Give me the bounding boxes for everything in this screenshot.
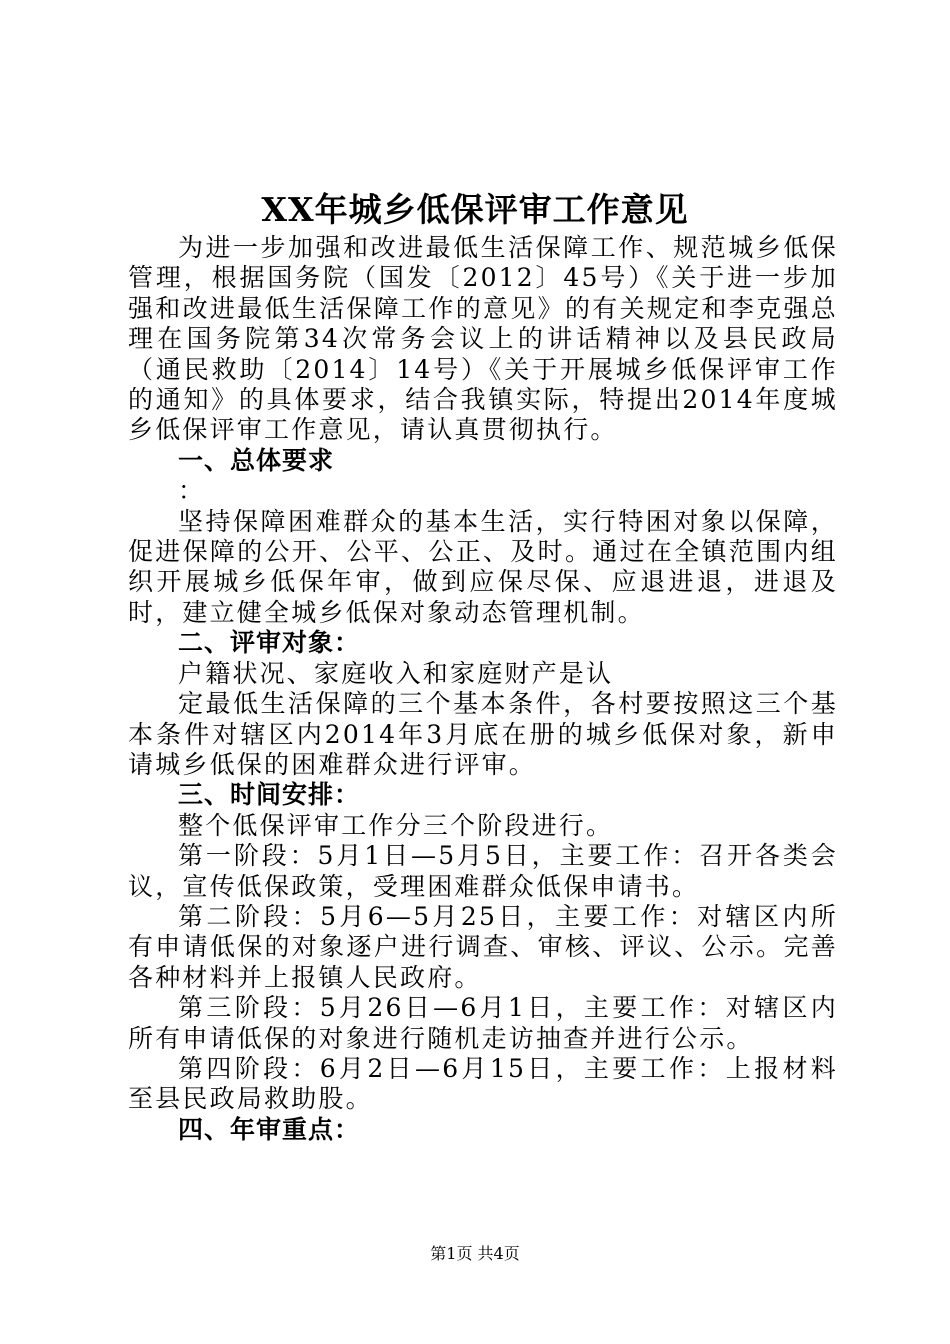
stray-colon: ： [178,476,206,506]
section-heading-4: 四、年审重点： [178,1114,361,1144]
section-3-paragraph: 整个低保评审工作分三个阶段进行。 [178,810,614,840]
document-title: XX年城乡低保评审工作意见 [261,190,689,229]
stage-3-paragraph: 第三阶段：5月26日—6月1日，主要工作：对辖区内所有申请低保的对象进行随机走访抽查并进行公示。 [128,993,838,1053]
section-heading-3: 三、时间安排： [178,780,361,810]
document-body [128,233,838,1145]
page-footer: 第1页 共4页 [430,1244,520,1263]
section-1-paragraph: 坚持保障困难群众的基本生活，实行特困对象以保障，促进保障的公开、公平、公正、及时。通过在全镇范围内组织开展城乡低保年审，做到应保尽保、应退进退，进退及时，建立健全城乡低保对象动态管理机制。 [128,506,838,627]
stage-2-paragraph: 第二阶段：5月6—5月25日，主要工作：对辖区内所有申请低保的对象逐户进行调查、审核、评议、公示。完善各种材料并上报镇人民政府。 [128,901,838,992]
section-heading-2: 二、评审对象： [178,628,361,658]
stage-1-paragraph: 第一阶段：5月1日—5月5日，主要工作：召开各类会议，宣传低保政策，受理困难群众低保申请书。 [128,841,838,901]
intro-paragraph: 为进一步加强和改进最低生活保障工作、规范城乡低保管理，根据国务院（国发〔2012〕45号）《关于进一步加强和改进最低生活保障工作的意见》的有关规定和李克强总理在国务院第34次常务会议上的讲话精神以及县民政局（通民救助〔2014〕14号）《关于开展城乡低保评审工作的通知》的具体要求，结合我镇实际，特提出2014年度城乡低保评审工作意见，请认真贯彻执行。 [128,233,838,445]
stage-4-paragraph: 第四阶段：6月2日—6月15日，主要工作：上报材料至县民政局救助股。 [128,1053,838,1114]
section-heading-1: 一、总体要求 [178,445,335,475]
section-2-paragraph-a: 户籍状况、家庭收入和家庭财产是认 [178,658,614,688]
section-2-paragraph-b: 定最低生活保障的三个基本条件，各村要按照这三个基本条件对辖区内2014年3月底在册的城乡低保对象，新申请城乡低保的困难群众进行评审。 [128,689,838,779]
